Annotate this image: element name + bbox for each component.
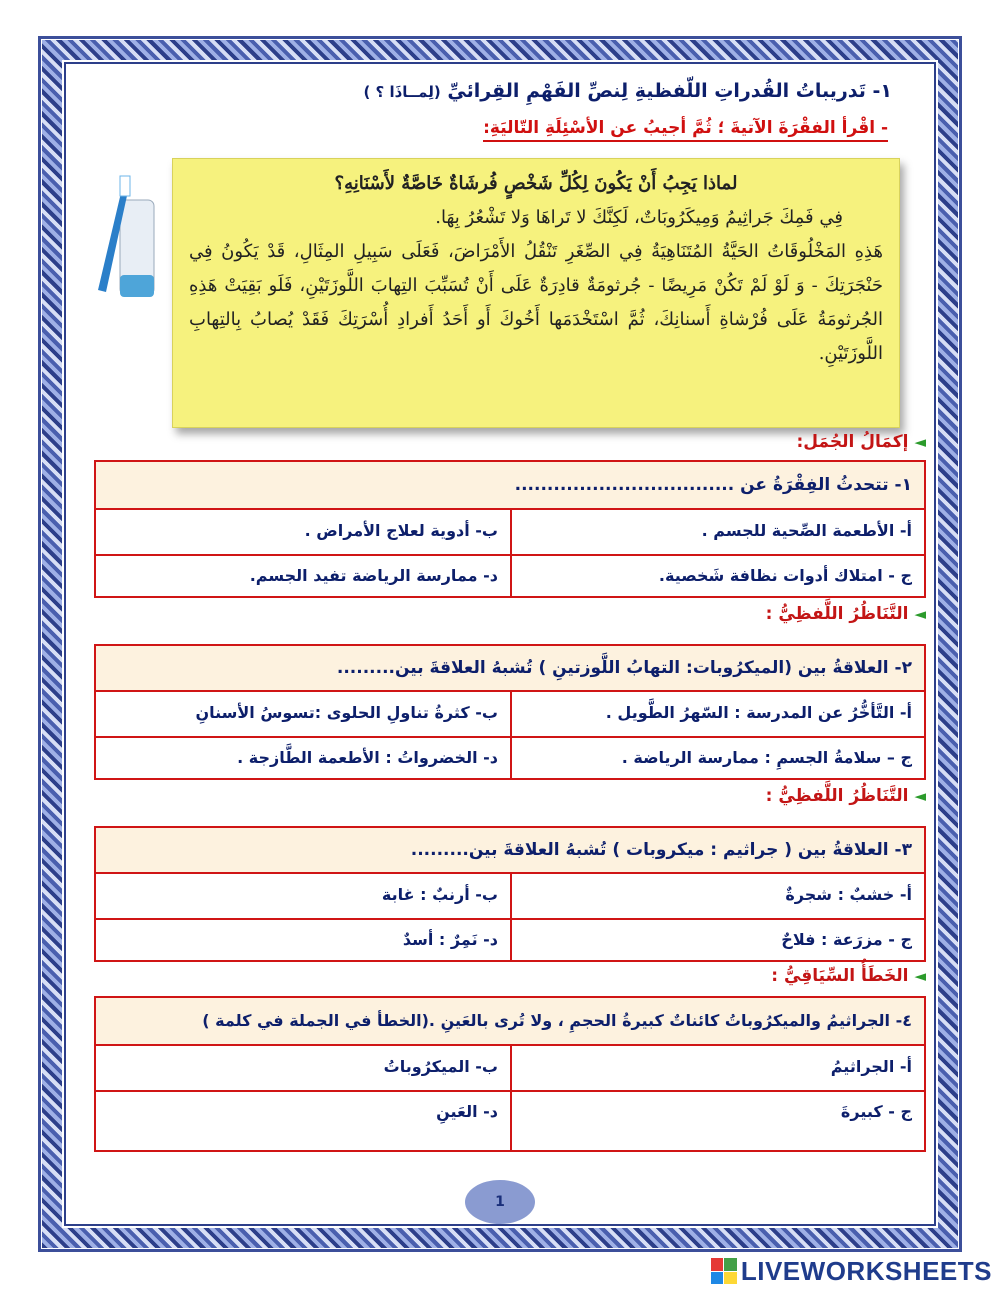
option-c[interactable]: ج - مزرَعة : فلاحٌ <box>510 920 924 962</box>
option-b[interactable]: ب- الميكرُوباتُ <box>383 1057 498 1076</box>
passage-question: لماذا يَجِبُ أَنْ يَكُونَ لِكُلِّ شَخْصٍ فُرشَاةٌ خَاصَّةٌ لأَسْنَانِهِ؟ <box>334 173 738 194</box>
options-row <box>96 874 924 920</box>
options-row <box>96 1092 924 1152</box>
instruction: - اقْرأ الفقْرَةَ الآتيةَ ؛ ثُمَّ أجيبُ عن الأسْئِلَةِ التّاليَةِ: <box>483 118 888 142</box>
question-4-text: ٤- الجراثيمُ والميكرُوباتُ كائناتٌ كبيرةُ الحجمِ ، ولا تُرى بالعَينِ .(الخطأ في الجملة في كلمة ) <box>96 998 924 1046</box>
page-title <box>363 80 892 102</box>
question-box-1 <box>94 460 926 598</box>
options-row <box>96 692 924 738</box>
toothbrush-icon <box>90 170 160 310</box>
option-a[interactable]: أ- الأطعمة الصِّحية للجسم . <box>510 510 924 554</box>
option-b[interactable]: ب- كثرةُ تناولِ الحلوى :تسوسُ الأسنانِ <box>195 703 498 722</box>
option-c[interactable]: ج - امتلاك أدوات نظافة شَخصية. <box>510 556 924 598</box>
triangle-bullet-icon: ◄ <box>914 433 926 451</box>
watermark-text: LIVEWORKSHEETS <box>740 1255 992 1286</box>
option-b[interactable]: ب- أدوية لعلاج الأمراض . <box>304 521 498 540</box>
option-d[interactable]: د- نَمِرٌ : أسدٌ <box>402 930 498 949</box>
section-heading-2: ◄التَّنَاظُرُ اللَّفظِيُّ : <box>765 604 926 624</box>
question-box-3 <box>94 826 926 962</box>
question-3-text: ٣- العلاقةُ بين ( جراثيم : ميكروبات ) تُشبهُ العلاقةَ بين......... <box>96 828 924 874</box>
title-text: ١- تَدريباتُ القُدراتِ اللّفظيةِ لِنصِّ الفَهْمِ القِرائيِّ <box>447 80 892 102</box>
question-box-2 <box>94 644 926 780</box>
option-d[interactable]: د- ممارسة الرياضة تفيد الجسم. <box>249 566 498 585</box>
triangle-bullet-icon: ◄ <box>914 605 926 623</box>
reading-passage <box>172 158 900 428</box>
option-d[interactable]: د- العَينِ <box>436 1102 498 1121</box>
triangle-bullet-icon: ◄ <box>914 787 926 805</box>
options-row <box>96 738 924 780</box>
page-number-badge: 1 <box>465 1180 535 1224</box>
option-b[interactable]: ب- أرنبٌ : غابة <box>381 885 498 904</box>
option-d[interactable]: د- الخضرواتُ : الأطعمة الطَّازجة . <box>237 748 498 767</box>
section-heading-1: ◄إكمَالُ الجُمَل: <box>796 432 926 452</box>
passage-first-line: فِي فَمِكَ جَراثِيمُ وَمِيكَرُوبَاتٌ، لَكِنَّكَ لا تَراهَا وَلا تَشْعُرُ بِهَا. <box>435 207 843 228</box>
section-heading-3: ◄التَّنَاظُرُ اللَّفظِيُّ : <box>765 786 926 806</box>
question-box-4 <box>94 996 926 1152</box>
liveworksheets-logo-icon <box>711 1258 737 1284</box>
option-c[interactable]: ج – سلامةُ الجسمِ : ممارسة الرياضة . <box>510 738 924 780</box>
option-a[interactable]: أ- التَّأخُّرُ عن المدرسة : السّهرُ الطَّويل . <box>510 692 924 736</box>
options-row <box>96 1046 924 1092</box>
section-heading-4: ◄الخَطَأُ السِّيَاقِيُّ : <box>771 966 926 986</box>
passage-body: هَذِهِ المَخْلُوقَاتُ الحَيَّةُ المُتَنَاهِيَةُ فِي الصِّغَرِ تَنْقُلُ الأَمْرَاضَ، فَعَلَى سَبِيلِ المِثَالِ، قَدْ يَكُونُ فِي حَنْجَرَتِكَ - وَ لَوْ لَمْ تَكُنْ مَرِيضًا - جُرثومَةٌ قادِرَةٌ عَلَى أَنْ تُسَبِّبَ التِهابَ اللَّوزَتَيْنِ، فَلَو بَقِيَتْ هَذِهِ الجُرثومَةُ عَلَى فُرْشاةِ أَسنانِكَ، ثُمَّ اسْتَخْدَمَها أَخُوكَ أَو أَحَدُ أَفرادِ أُسْرَتِكَ فَقَدْ يُصابُ بِالتِهابِ اللَّوزَتَيْنِ. <box>189 241 883 364</box>
option-a[interactable]: أ- خشبٌ : شجرةٌ <box>510 874 924 918</box>
title-sub: (لِمــاذَا ؟ ) <box>363 83 441 101</box>
options-row <box>96 510 924 556</box>
option-c[interactable]: ج - كبيرةَ <box>510 1092 924 1152</box>
question-2-text: ٢- العلاقةُ بين (الميكرُوبات: التهابُ اللَّوزتينِ ) تُشبهُ العلاقةَ بين......... <box>96 646 924 692</box>
options-row <box>96 556 924 598</box>
liveworksheets-watermark <box>711 1256 992 1286</box>
option-a[interactable]: أ- الجراثيمُ <box>510 1046 924 1090</box>
options-row <box>96 920 924 962</box>
question-1-text: ١- تتحدثُ الفِقْرَةُ عن .................................. <box>96 462 924 510</box>
triangle-bullet-icon: ◄ <box>914 967 926 985</box>
